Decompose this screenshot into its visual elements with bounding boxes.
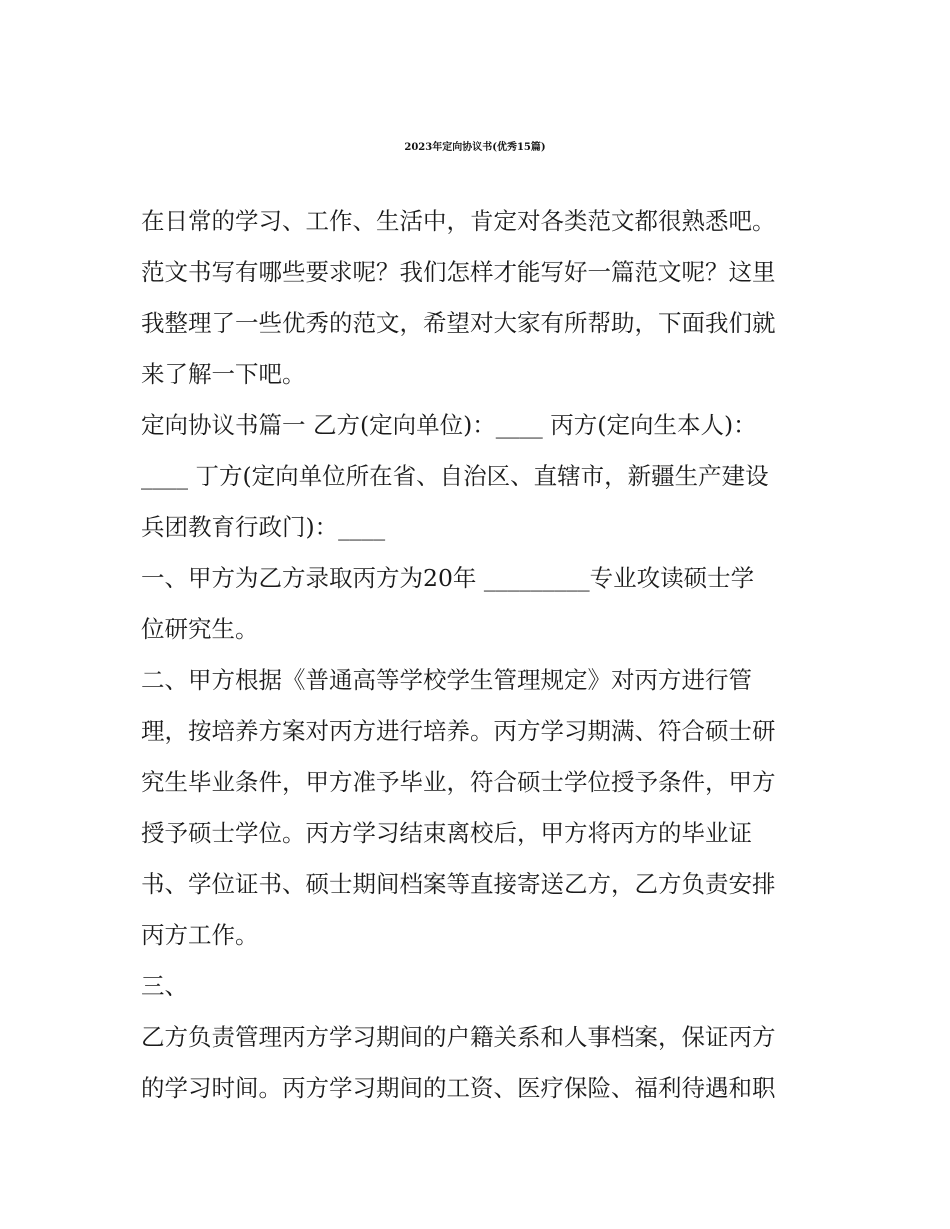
body-line-6: ____ 丁方(定向单位所在省、自治区、直辖市，新疆生产建设 (141, 462, 769, 490)
body-line-10: 二、甲方根据《普通高等学校学生管理规定》对丙方进行管 (141, 666, 752, 694)
body-line-4: 来了解一下吧。 (141, 360, 306, 388)
body-line-14: 书、学位证书、硕士期间档案等直接寄送乙方，乙方负责安排 (141, 870, 776, 898)
body-line-12: 究生毕业条件，甲方准予毕业，符合硕士学位授予条件，甲方 (141, 768, 776, 796)
body-line-5: 定向协议书篇一 乙方(定向单位)：____ 丙方(定向生本人)： (141, 411, 757, 439)
body-line-13: 授予硕士学位。丙方学习结束离校后，甲方将丙方的毕业证 (141, 819, 752, 847)
body-line-2: 范文书写有哪些要求呢？我们怎样才能写好一篇范文呢？这里 (141, 258, 776, 286)
body-line-8: 一、甲方为乙方录取丙方为20年 _________专业攻读硕士学 (141, 564, 755, 592)
body-line-18: 的学习时间。丙方学习期间的工资、医疗保险、福利待遇和职 (141, 1074, 776, 1102)
document-title: 2023年定向协议书(优秀15篇) (404, 142, 546, 153)
body-line-16: 三、 (141, 972, 188, 1000)
body-line-11: 理，按培养方案对丙方进行培养。丙方学习期满、符合硕士研 (141, 717, 776, 745)
body-line-17: 乙方负责管理丙方学习期间的户籍关系和人事档案，保证丙方 (141, 1023, 776, 1051)
body-line-9: 位研究生。 (141, 615, 259, 643)
body-line-3: 我整理了一些优秀的范文，希望对大家有所帮助，下面我们就 (141, 309, 776, 337)
body-line-1: 在日常的学习、工作、生活中，肯定对各类范文都很熟悉吧。 (141, 207, 776, 235)
body-line-7: 兵团教育行政门)：____ (141, 513, 386, 541)
body-line-15: 丙方工作。 (141, 921, 259, 949)
